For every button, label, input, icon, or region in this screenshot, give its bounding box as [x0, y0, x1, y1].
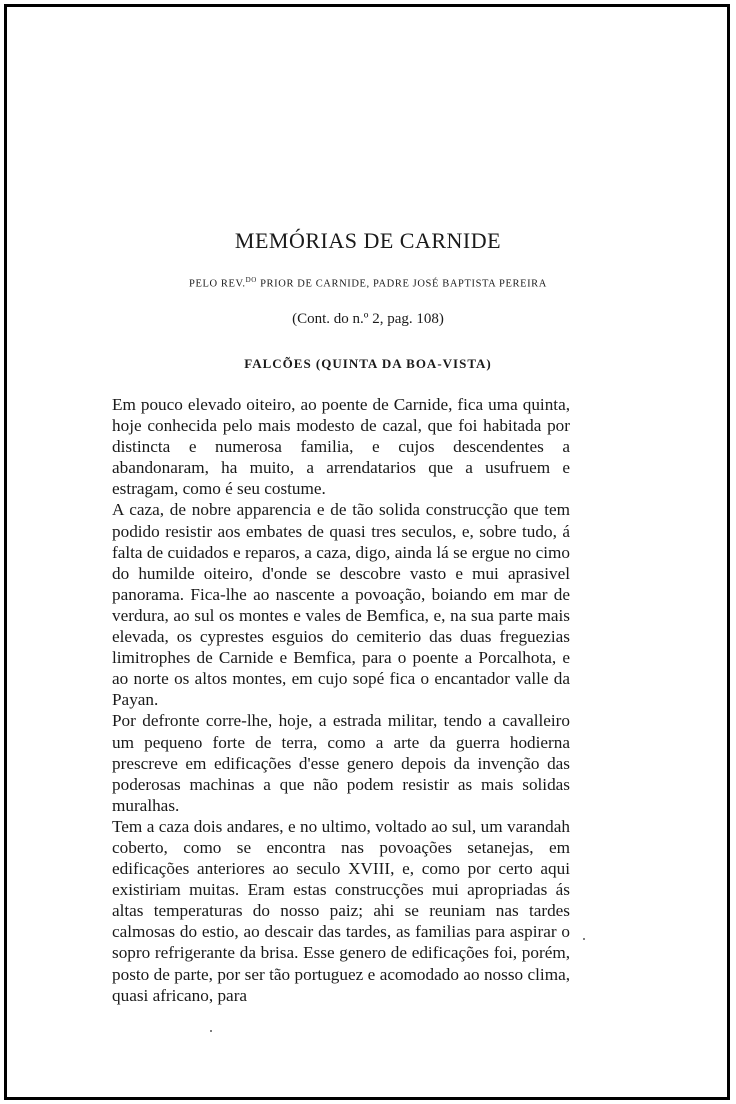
- byline-author: PRIOR DE CARNIDE, PADRE JOSÉ BAPTISTA PEREIRA: [256, 278, 547, 290]
- paragraph: Em pouco elevado oiteiro, ao poente de Carnide, fica uma quinta, hoje conhecida pelo mais modesto de cazal, que foi habitada por distincta e numerosa familia, e cujos descendentes a abandonaram, ha muito, a arrendatarios que a usufruem e estragam, como é seu costume.: [112, 395, 570, 499]
- print-speck: [583, 938, 585, 940]
- byline-prefix: PELO REV.: [189, 278, 246, 290]
- paragraph: A caza, de nobre apparencia e de tão solida construcção que tem podido resistir aos embates de quasi tres seculos, e, sobre tudo, á falta de cuidados e reparos, a caza, digo, ainda lá se ergue no cimo do humilde oiteiro, d'onde se descobre vasto e mui aprasivel panorama. Fica-lhe ao nascente a povoação, boiando em mar de verdura, ao sul os montes e vales de Bemfica, e, na sua parte mais elevada, os cyprestes esguios do cemiterio das duas freguezias limitrophes de Carnide e Bemfica, para o poente a Porcalhota, e ao norte os altos montes, em cujo sopé fica o encantador valle da Payan.: [112, 500, 570, 710]
- paragraph: Por defronte corre-lhe, hoje, a estrada militar, tendo a cavalleiro um pequeno forte de terra, como a arte da guerra hodierna prescreve em edificações d'esse genero depois da invenção das poderosas machinas a que não podem resistir as mais solidas muralhas.: [112, 711, 570, 815]
- print-speck: [210, 1030, 212, 1032]
- author-byline: [0, 276, 736, 290]
- byline-superscript: DO: [245, 276, 257, 284]
- continuation-note: (Cont. do n.º 2, pag. 108): [292, 311, 444, 327]
- article-title: MEMÓRIAS DE CARNIDE: [234, 228, 502, 253]
- section-heading: FALCÕES (QUINTA DA BOA-VISTA): [244, 356, 492, 371]
- body-text: [112, 394, 570, 1006]
- paragraph: Tem a caza dois andares, e no ultimo, voltado ao sul, um varandah coberto, como se encontra nas povoações setanejas, em edificações anteriores ao seculo XVIII, e, como por certo aqui existiriam muitas. Eram estas construcções mui apropriadas ás altas temperaturas do nosso paiz; ahi se reuniam nas tardes calmosas do estio, ao descair das tardes, as familias para aspirar o sopro refrigerante da brisa. Esse genero de edificações foi, porém, posto de parte, por ser tão portuguez e acomodado ao nosso clima, quasi africano, para: [112, 816, 570, 1005]
